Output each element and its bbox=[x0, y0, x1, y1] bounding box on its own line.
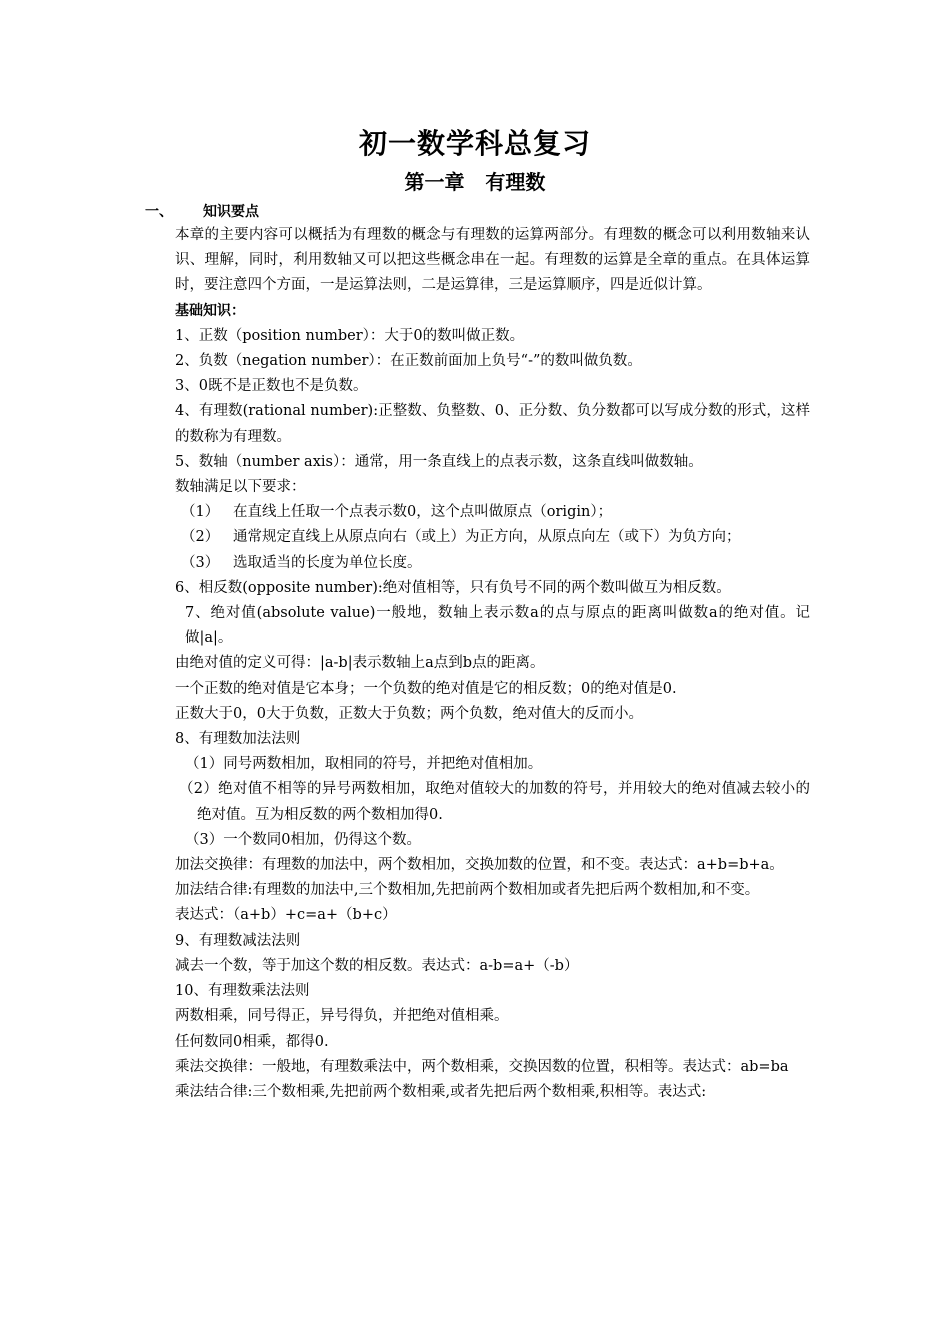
item-8-rule-2: （2）绝对值不相等的异号两数相加，取绝对值较大的加数的符号，并用较大的绝对值减去较小的绝对值。互为相反数的两个数相加得0. bbox=[179, 781, 810, 823]
item-7-note-c: 正数大于0，0大于负数，正数大于负数；两个负数，绝对值大的反而小。 bbox=[175, 705, 643, 722]
item-5-req-3: （3） 选取适当的长度为单位长度。 bbox=[181, 554, 422, 571]
item-10-associative: 乘法结合律:三个数相乘,先把前两个数相乘,或者先把后两个数相乘,积相等。表达式: bbox=[175, 1083, 707, 1100]
item-7-note-b: 一个正数的绝对值是它本身；一个负数的绝对值是它的相反数；0的绝对值是0. bbox=[175, 680, 677, 697]
item-7: 7、绝对值(absolute value)一般地，数轴上表示数a的点与原点的距离叫做数a的绝对值。记做|a|。 bbox=[185, 605, 810, 647]
item-4: 4、有理数(rational number):正整数、负整数、0、正分数、负分数都可以写成分数的形式，这样的数称为有理数。 bbox=[175, 403, 810, 445]
item-1: 1、正数（position number）：大于0的数叫做正数。 bbox=[175, 327, 525, 344]
document-body bbox=[175, 223, 810, 1105]
section-title: 知识要点 bbox=[203, 204, 259, 220]
intro-paragraph: 本章的主要内容可以概括为有理数的概念与有理数的运算两部分。有理数的概念可以利用数轴来认识、理解，同时，利用数轴又可以把这些概念串在一起。有理数的运算是全章的重点。在具体运算时，要注意四个方面，一是运算法则，二是运算律，三是运算顺序，四是近似计算。 bbox=[175, 227, 810, 294]
item-8-rule-1: （1）同号两数相加，取相同的符号，并把绝对值相加。 bbox=[185, 756, 543, 773]
basics-heading: 基础知识： bbox=[175, 302, 245, 319]
item-5-req-1: （1） 在直线上任取一个点表示数0，这个点叫做原点（origin）； bbox=[181, 504, 613, 521]
item-5: 5、数轴（number axis）：通常，用一条直线上的点表示数，这条直线叫做数轴。 bbox=[175, 453, 703, 470]
chapter-heading: 第一章 有理数 bbox=[404, 170, 546, 194]
item-8: 8、有理数加法法则 bbox=[175, 731, 301, 748]
item-8-rule-3: （3）一个数同0相加，仍得这个数。 bbox=[185, 831, 421, 848]
item-10: 10、有理数乘法法则 bbox=[175, 983, 310, 1000]
item-9-rule: 减去一个数，等于加这个数的相反数。表达式：a-b=a+（-b） bbox=[175, 957, 579, 974]
item-10-rule-2: 任何数同0相乘，都得0. bbox=[175, 1033, 329, 1050]
item-7-note-a: 由绝对值的定义可得：|a-b|表示数轴上a点到b点的距离。 bbox=[175, 655, 545, 672]
item-10-rule-1: 两数相乘，同号得正，异号得负，并把绝对值相乘。 bbox=[175, 1008, 509, 1025]
item-6: 6、相反数(opposite number):绝对值相等，只有负号不同的两个数叫做互为相反数。 bbox=[175, 579, 731, 596]
item-2: 2、负数（negation number）：在正数前面加上负号“-”的数叫做负数。 bbox=[175, 353, 642, 370]
item-5-requirements: 数轴满足以下要求： bbox=[175, 479, 306, 496]
item-9: 9、有理数减法法则 bbox=[175, 932, 301, 949]
item-8-associative: 加法结合律:有理数的加法中,三个数相加,先把前两个数相加或者先把后两个数相加,和不变。 bbox=[175, 882, 760, 899]
item-8-expression: 表达式：（a+b）+c=a+（b+c） bbox=[175, 907, 397, 924]
item-10-commutative: 乘法交换律：一般地，有理数乘法中，两个数相乘，交换因数的位置，积相等。表达式：ab=ba bbox=[175, 1058, 789, 1075]
section-number: 一、 bbox=[145, 204, 173, 220]
item-5-req-2: （2） 通常规定直线上从原点向右（或上）为正方向，从原点向左（或下）为负方向； bbox=[181, 529, 741, 546]
item-8-commutative: 加法交换律：有理数的加法中，两个数相加，交换加数的位置，和不变。表达式：a+b=b+a。 bbox=[175, 857, 784, 874]
item-3: 3、0既不是正数也不是负数。 bbox=[175, 378, 368, 395]
document-title: 初一数学科总复习 bbox=[358, 127, 591, 160]
